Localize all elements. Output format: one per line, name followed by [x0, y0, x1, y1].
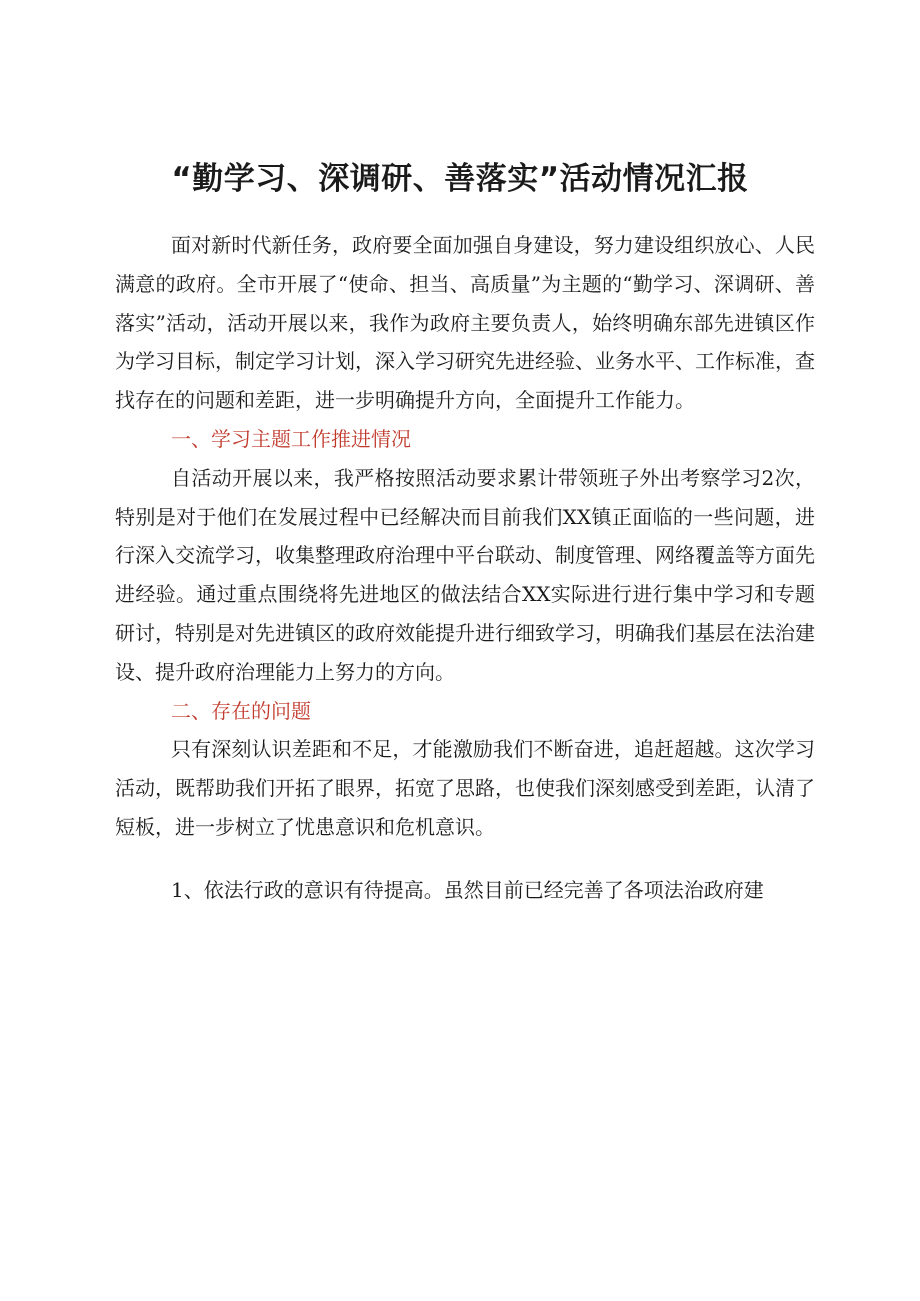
list-item-1-paragraph: 1、依法行政的意识有待提高。虽然目前已经完善了各项法治政府建: [171, 877, 764, 902]
document-title: “勤学习、深调研、善落实”活动情况汇报: [171, 161, 749, 197]
document-body: [115, 226, 815, 910]
section-heading-2: 二、存在的问题: [171, 698, 311, 723]
section-heading-1: 一、学习主题工作推进情况: [171, 426, 411, 451]
section-2-paragraph: 只有深刻认识差距和不足，才能激励我们不断奋进，追赶超越。这次学习活动，既帮助我们开拓了眼界，拓宽了思路，也使我们深刻感受到差距，认清了短板，进一步树立了忧患意识和危机意识。: [115, 737, 815, 839]
section-1-paragraph: 自活动开展以来，我严格按照活动要求累计带领班子外出考察学习2次，特别是对于他们在发展过程中已经解决而目前我们XX镇正面临的一些问题，进行深入交流学习，收集整理政府治理中平台联动、制度管理、网络覆盖等方面先进经验。通过重点围绕将先进地区的做法结合XX实际进行进行集中学习和专题研讨，特别是对先进镇区的政府效能提升进行细致学习，明确我们基层在法治建设、提升政府治理能力上努力的方向。: [115, 465, 815, 684]
intro-paragraph: 面对新时代新任务，政府要全面加强自身建设，努力建设组织放心、人民满意的政府。全市开展了“使命、担当、高质量”为主题的“勤学习、深调研、善落实”活动，活动开展以来，我作为政府主要负责人，始终明确东部先进镇区作为学习目标，制定学习计划，深入学习研究先进经验、业务水平、工作标准，查找存在的问题和差距，进一步明确提升方向，全面提升工作能力。: [115, 233, 815, 413]
